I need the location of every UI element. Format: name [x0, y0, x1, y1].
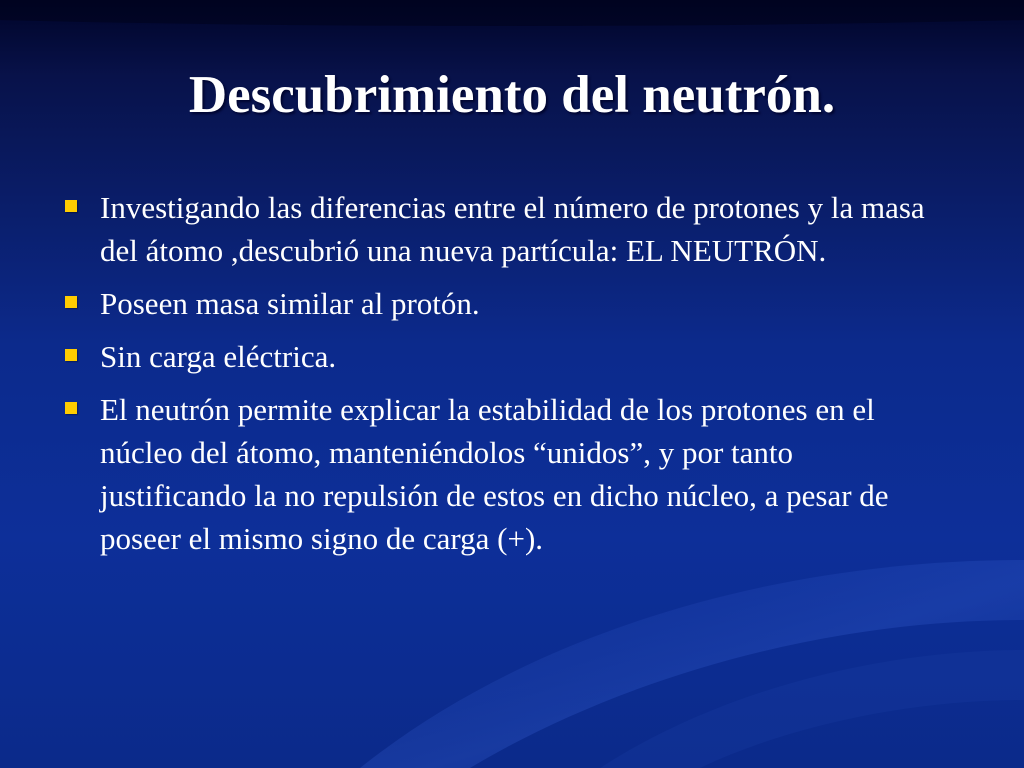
- bullet-item: [62, 282, 932, 325]
- bullet-text: Poseen masa similar al protón.: [100, 286, 480, 321]
- square-bullet-icon: [65, 402, 77, 414]
- bullet-item: [62, 388, 932, 560]
- bullet-text: Sin carga eléctrica.: [100, 339, 337, 374]
- bullet-text: El neutrón permite explicar la estabilidad de los protones en el núcleo del átomo, manteniéndolos “unidos”, y por tanto justificando la no repulsión de estos en dicho núcleo, a pesar de poseer el mismo signo de carga (+).: [100, 392, 889, 556]
- square-bullet-icon: [65, 349, 77, 361]
- bullet-item: [62, 186, 932, 272]
- square-bullet-icon: [65, 296, 77, 308]
- square-bullet-icon: [65, 200, 77, 212]
- slide-title: Descubrimiento del neutrón.: [188, 66, 836, 124]
- bullet-list: [62, 186, 932, 570]
- bullet-item: [62, 335, 932, 378]
- bullet-text: Investigando las diferencias entre el número de protones y la masa del átomo ,descubrió una nueva partícula: EL NEUTRÓN.: [100, 190, 925, 268]
